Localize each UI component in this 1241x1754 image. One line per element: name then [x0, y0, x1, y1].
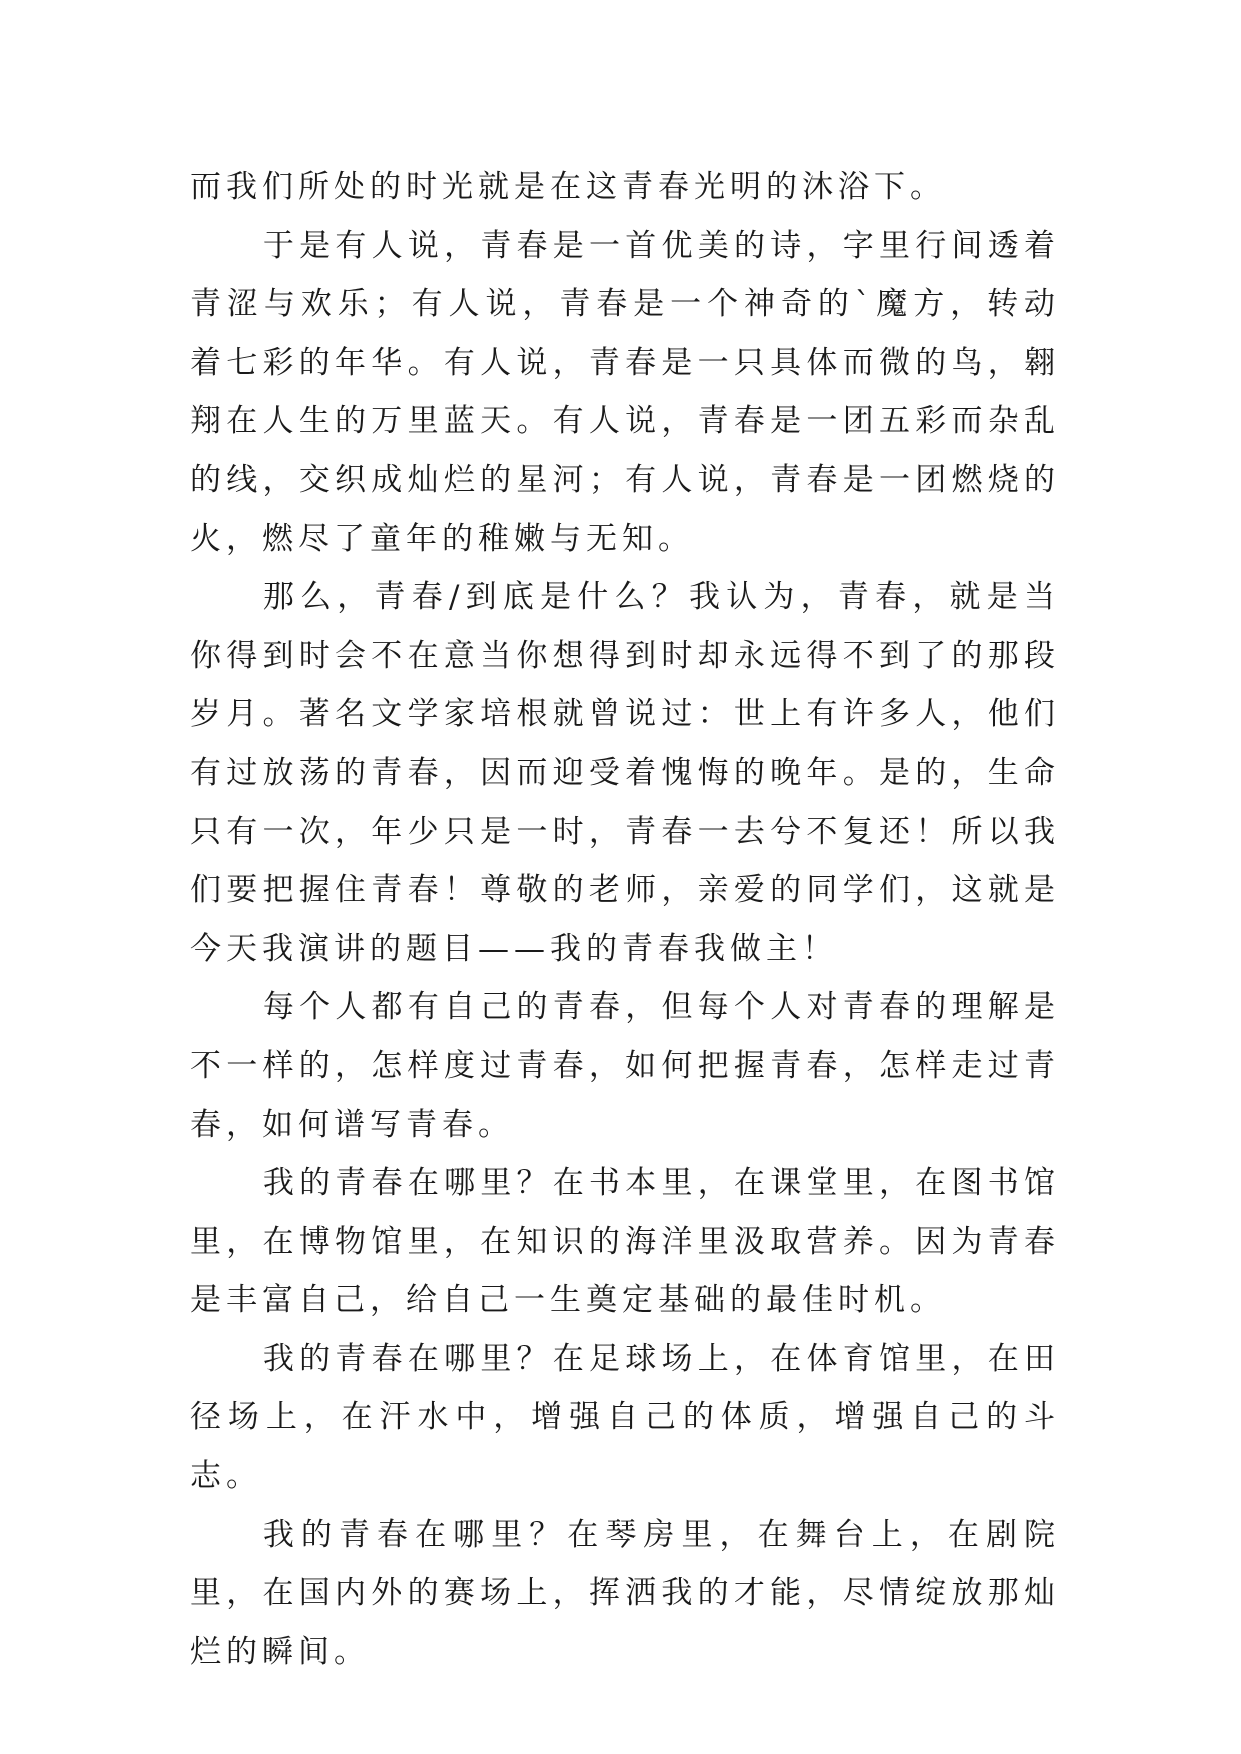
paragraph-understanding-youth: 每个人都有自己的青春，但每个人对青春的理解是不一样的，怎样度过青春，如何把握青春，怎样走过青春，如何谱写青春。 [190, 989, 1060, 1143]
paragraph-youth-on-stage: 我的青春在哪里？在琴房里，在舞台上，在剧院里，在国内外的赛场上，挥洒我的才能，尽情绽放那灿烂的瞬间。 [190, 1516, 1060, 1670]
paragraph-youth-in-books: 我的青春在哪里？在书本里，在课堂里，在图书馆里，在博物馆里，在知识的海洋里汲取营养。因为青春是丰富自己，给自己一生奠定基础的最佳时机。 [190, 1165, 1060, 1319]
paragraph-youth-in-sports: 我的青春在哪里？在足球场上，在体育馆里，在田径场上，在汗水中，增强自己的体质，增强自己的斗志。 [190, 1340, 1060, 1495]
paragraph-continuation: 而我们所处的时光就是在这青春光明的沐浴下。 [190, 169, 946, 205]
paragraph-what-is-youth: 那么，青春/到底是什么？我认为，青春，就是当你得到时会不在意当你想得到时却永远得不到了的那段岁月。著名文学家培根就曾说过：世上有许多人，他们有过放荡的青春，因而迎受着愧悔的晚年。是的，生命只有一次，年少只是一时，青春一去兮不复还！所以我们要把握住青春！尊敬的老师，亲爱的同学们，这就是今天我演讲的题目——我的青春我做主！ [190, 579, 1060, 967]
paragraph-youth-metaphors: 于是有人说，青春是一首优美的诗，字里行间透着青涩与欢乐；有人说，青春是一个神奇的`魔方，转动着七彩的年华。有人说，青春是一只具体而微的鸟，翱翔在人生的万里蓝天。有人说，青春是一团五彩而杂乱的线，交织成灿烂的星河；有人说，青春是一团燃烧的火，燃尽了童年的稚嫩与无知。 [190, 227, 1060, 557]
document-body [190, 158, 1060, 1681]
